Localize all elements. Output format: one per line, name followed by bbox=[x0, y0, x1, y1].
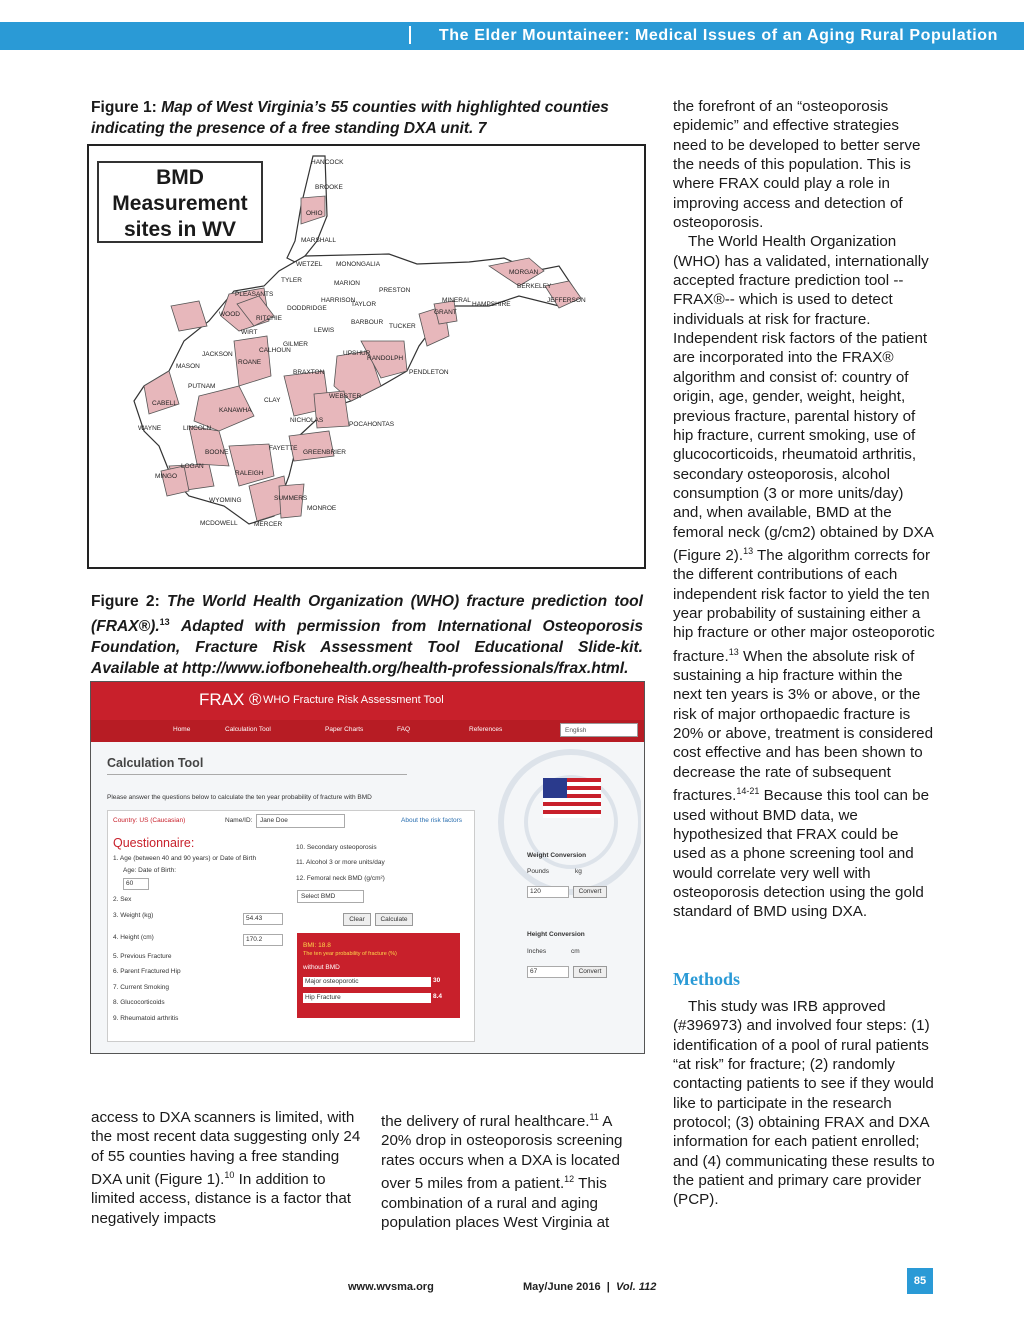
county-label: HAMPSHIRE bbox=[472, 301, 511, 308]
heading-rule bbox=[107, 774, 407, 775]
county-label: UPSHUR bbox=[343, 350, 371, 357]
county-label: HARRISON bbox=[321, 297, 356, 304]
major-value: 30 bbox=[433, 977, 441, 984]
county-label: PLEASANTS bbox=[235, 291, 274, 298]
county-label: MONONGALIA bbox=[336, 261, 381, 268]
county-label: MORGAN bbox=[509, 269, 539, 276]
methods-heading: Methods bbox=[673, 969, 740, 989]
county-label: ROANE bbox=[238, 359, 262, 366]
county-label: KANAWHA bbox=[219, 407, 252, 414]
county-label: MINGO bbox=[155, 473, 178, 480]
county-label: GILMER bbox=[283, 341, 308, 348]
us-flag-icon bbox=[543, 778, 601, 818]
county-label: RANDOLPH bbox=[367, 355, 404, 362]
convert-weight-button: Convert bbox=[573, 886, 607, 898]
county-label: MARSHALL bbox=[301, 237, 337, 244]
calculate-button: Calculate bbox=[375, 913, 413, 926]
county-label: MERCER bbox=[254, 521, 283, 528]
page-number: 85 bbox=[907, 1268, 933, 1294]
county-label: TYLER bbox=[281, 277, 302, 284]
running-header bbox=[0, 22, 1024, 50]
county-label: RITCHIE bbox=[256, 315, 282, 322]
figure1-caption-text: Map of West Virginia’s 55 counties with highlighted counties indicating the presence of a free standing DXA unit. 7 bbox=[91, 99, 609, 137]
q3: 3. Weight (kg) bbox=[113, 912, 154, 919]
about-risk-link: About the risk factors bbox=[401, 817, 463, 824]
name-input: Jane Doe bbox=[256, 814, 345, 828]
county-label: POCAHONTAS bbox=[349, 421, 395, 428]
calc-tool-heading: Calculation Tool bbox=[107, 756, 204, 770]
cm-label: cm bbox=[571, 948, 580, 955]
nav-faq: FAQ bbox=[397, 726, 411, 733]
hip-value: 8.4 bbox=[433, 993, 443, 1000]
q2: 2. Sex bbox=[113, 896, 132, 903]
name-label: Name/ID: bbox=[225, 817, 253, 824]
county-label: CABELL bbox=[152, 400, 177, 407]
q6: 6. Parent Fractured Hip bbox=[113, 968, 181, 975]
county-label: WOOD bbox=[219, 311, 240, 318]
county-label: NICHOLAS bbox=[290, 417, 324, 424]
q1: 1. Age (between 40 and 90 years) or Date of Birth bbox=[113, 855, 257, 862]
county-label: GREENBRIER bbox=[303, 449, 346, 456]
footer-site: www.wvsma.org bbox=[348, 1281, 434, 1293]
un-emblem-icon bbox=[491, 742, 641, 902]
methods-text: This study was IRB approved (#396973) and involved four steps: (1) identification of a pool of rural patients “at risk” for fracture; (2) randomly contacting patients to see if they would like to participate in the research protocol; (3) obtaining FRAX and DXA information for each patient enrolled; and (4) communicating these results to the patient and primary care provider (PCP). bbox=[673, 998, 935, 1209]
county-label: GRANT bbox=[434, 309, 457, 316]
county-label: HANCOCK bbox=[311, 159, 344, 166]
county-label: MARION bbox=[334, 280, 360, 287]
pounds-label: Pounds bbox=[527, 868, 550, 875]
figure2-caption: Figure 2: The World Health Organization (WHO) fracture prediction tool (FRAX®).$^{13}$ Adapted with permission from International Osteoporosis Foundation, Fracture Risk Assessment Tool Educational Slide-kit. Available at http://www.iofbonehealth.org/health-professionals/frax.html. bbox=[91, 593, 643, 678]
inches-input: 67 bbox=[527, 966, 569, 978]
county-label: WIRT bbox=[241, 329, 258, 336]
q12: 12. Femoral neck BMD (g/cm²) bbox=[296, 875, 385, 882]
q7: 7. Current Smoking bbox=[113, 984, 169, 991]
body-mid-bottom: the delivery of rural healthcare.$^{11}$ A 20% drop in osteoporosis screening rates occurs when a DXA is located over 5 miles from a patient.$^{12}$ This combination of a rural and aging population places West Virginia at bbox=[381, 1112, 623, 1231]
map-title-box: BMD Measurement sites in WV bbox=[97, 161, 263, 243]
county-label: PENDLETON bbox=[409, 369, 449, 376]
right-paragraph-1: the forefront of an “osteoporosis epidemic” and effective strategies need to be developed to better serve the needs of this population. This is where FRAX could play a role in improving access and detection of osteoporosis. bbox=[673, 98, 921, 232]
q10: 10. Secondary osteoporosis bbox=[296, 844, 377, 851]
county-label: BROOKE bbox=[315, 184, 343, 191]
county-label: BERKELEY bbox=[517, 283, 552, 290]
county-label: DODDRIDGE bbox=[287, 305, 327, 312]
county-label: MASON bbox=[176, 363, 200, 370]
frax-nav bbox=[91, 720, 644, 742]
county-label: MCDOWELL bbox=[200, 520, 238, 527]
frax-instructions: Please answer the questions below to calculate the ten year probability of fracture with BMD bbox=[107, 794, 372, 801]
county-label: SUMMERS bbox=[274, 495, 308, 502]
county-label: BOONE bbox=[205, 449, 229, 456]
q5: 5. Previous Fracture bbox=[113, 953, 172, 960]
county-label: TUCKER bbox=[389, 323, 416, 330]
county-label: OHIO bbox=[306, 210, 323, 217]
bmd-select: Select BMD bbox=[297, 890, 364, 903]
bmi-value: BMI: 18.8 bbox=[303, 942, 331, 949]
county-label: TAYLOR bbox=[351, 301, 377, 308]
age-input: 60 bbox=[123, 878, 149, 890]
questionnaire-title: Questionnaire: bbox=[113, 836, 195, 850]
kg-label: kg bbox=[575, 868, 582, 875]
weight-conv: Weight Conversion bbox=[527, 852, 587, 859]
nav-home: Home bbox=[173, 726, 191, 733]
county-label: BRAXTON bbox=[293, 369, 325, 376]
inches-label: Inches bbox=[527, 948, 547, 955]
frax-banner bbox=[91, 682, 644, 720]
nav-calc: Calculation Tool bbox=[225, 726, 271, 733]
county-label: JEFFERSON bbox=[547, 297, 586, 304]
body-right-column bbox=[673, 97, 935, 922]
frax-logo: FRAX ® bbox=[199, 690, 262, 709]
county-label: CALHOUN bbox=[259, 347, 291, 354]
frax-subtitle: WHO Fracture Risk Assessment Tool bbox=[263, 694, 444, 706]
hip-label: Hip Fracture bbox=[303, 993, 431, 1003]
right-paragraph-2: The World Health Organization (WHO) has a validated, internationally accepted fracture prediction tool -- FRAX®-- which is used to detect individuals at risk for fracture. Independent risk factors of the patient are incorporated into the FRAX® algorithm and consist of: country of origin, age, gender, weight, height, previous fracture, parental history of hip fracture, current smoking, use of glucocorticoids, rheumatoid arthritis, secondary osteoporosis, alcohol consumption (3 or more units/day) and, when available, BMD at the femoral neck (g/cm2) obtained by DXA (Figure 2).$^{13}$ The algorithm corrects for the different contributions of each independent risk factor to yield the ten year probability of sustaining either a hip fracture or other major osteoporotic fracture.$^{13}$ When the absolute risk of sustaining a hip fracture within the next ten years is 3% or above, or the risk of major orthopaedic fracture is 20% or above, treatment is considered cost effective and has been shown to decrease the rate of subsequent fractures.$^{14-21}$ Because this tool can be used without BMD data, we hypothesized that FRAX could be used as a phone screening tool and would correlate very well with osteoporosis detection using the gold standard of BMD using DXA. bbox=[673, 233, 935, 921]
country-label: Country: US (Caucasian) bbox=[113, 817, 186, 824]
county-label: MONROE bbox=[307, 505, 337, 512]
height-conv: Height Conversion bbox=[527, 931, 585, 938]
without-bmd: without BMD bbox=[303, 964, 340, 971]
county-label: CLAY bbox=[264, 397, 281, 404]
county-label: WAYNE bbox=[138, 425, 162, 432]
footer-issue: May/June 2016 | Vol. 112 bbox=[523, 1281, 657, 1293]
height-input: 170.2 bbox=[243, 934, 283, 946]
convert-height-button: Convert bbox=[573, 966, 607, 978]
county-label: WETZEL bbox=[296, 261, 323, 268]
pounds-input: 120 bbox=[527, 886, 569, 898]
county-label: LOGAN bbox=[181, 463, 204, 470]
q11: 11. Alcohol 3 or more units/day bbox=[296, 859, 385, 866]
county-label: LEWIS bbox=[314, 327, 335, 334]
weight-input: 54.43 bbox=[243, 913, 283, 925]
county-label: MINERAL bbox=[442, 297, 471, 304]
county-label: WYOMING bbox=[209, 497, 242, 504]
body-left-bottom: access to DXA scanners is limited, with the most recent data suggesting only 24 of 55 counties having a free standing DXA unit (Figure 1).$^{10}$ In addition to limited access, distance is a factor that negatively impacts bbox=[91, 1109, 361, 1227]
language-select: English bbox=[560, 723, 638, 737]
county-label: RALEIGH bbox=[235, 470, 264, 477]
figure2-frax-screenshot bbox=[90, 681, 645, 1054]
county-label: PRESTON bbox=[379, 287, 411, 294]
q9: 9. Rheumatoid arthritis bbox=[113, 1015, 179, 1022]
county-label: BARBOUR bbox=[351, 319, 384, 326]
county-label: WEBSTER bbox=[329, 393, 362, 400]
county-label: LINCOLN bbox=[183, 425, 212, 432]
header-divider bbox=[409, 26, 411, 44]
clear-button: Clear bbox=[343, 913, 371, 926]
figure1-caption: Figure 1: Map of West Virginia’s 55 counties with highlighted counties indicating the presence of a free standing DXA unit. 7 bbox=[91, 99, 609, 137]
q4: 4. Height (cm) bbox=[113, 934, 154, 941]
prob-label: The ten year probability of fracture (%) bbox=[303, 951, 397, 957]
nav-refs: References bbox=[469, 726, 503, 733]
q1-sub: Age: Date of Birth: bbox=[123, 867, 177, 874]
county-label: JACKSON bbox=[202, 351, 233, 358]
q8: 8. Glucocorticoids bbox=[113, 999, 165, 1006]
nav-charts: Paper Charts bbox=[325, 726, 364, 733]
figure1-map bbox=[87, 144, 646, 569]
major-label: Major osteoporotic bbox=[303, 977, 431, 987]
running-header-title: The Elder Mountaineer: Medical Issues of an Aging Rural Population bbox=[438, 27, 998, 44]
county-label: FAYETTE bbox=[269, 445, 298, 452]
county-label: PUTNAM bbox=[188, 383, 216, 390]
